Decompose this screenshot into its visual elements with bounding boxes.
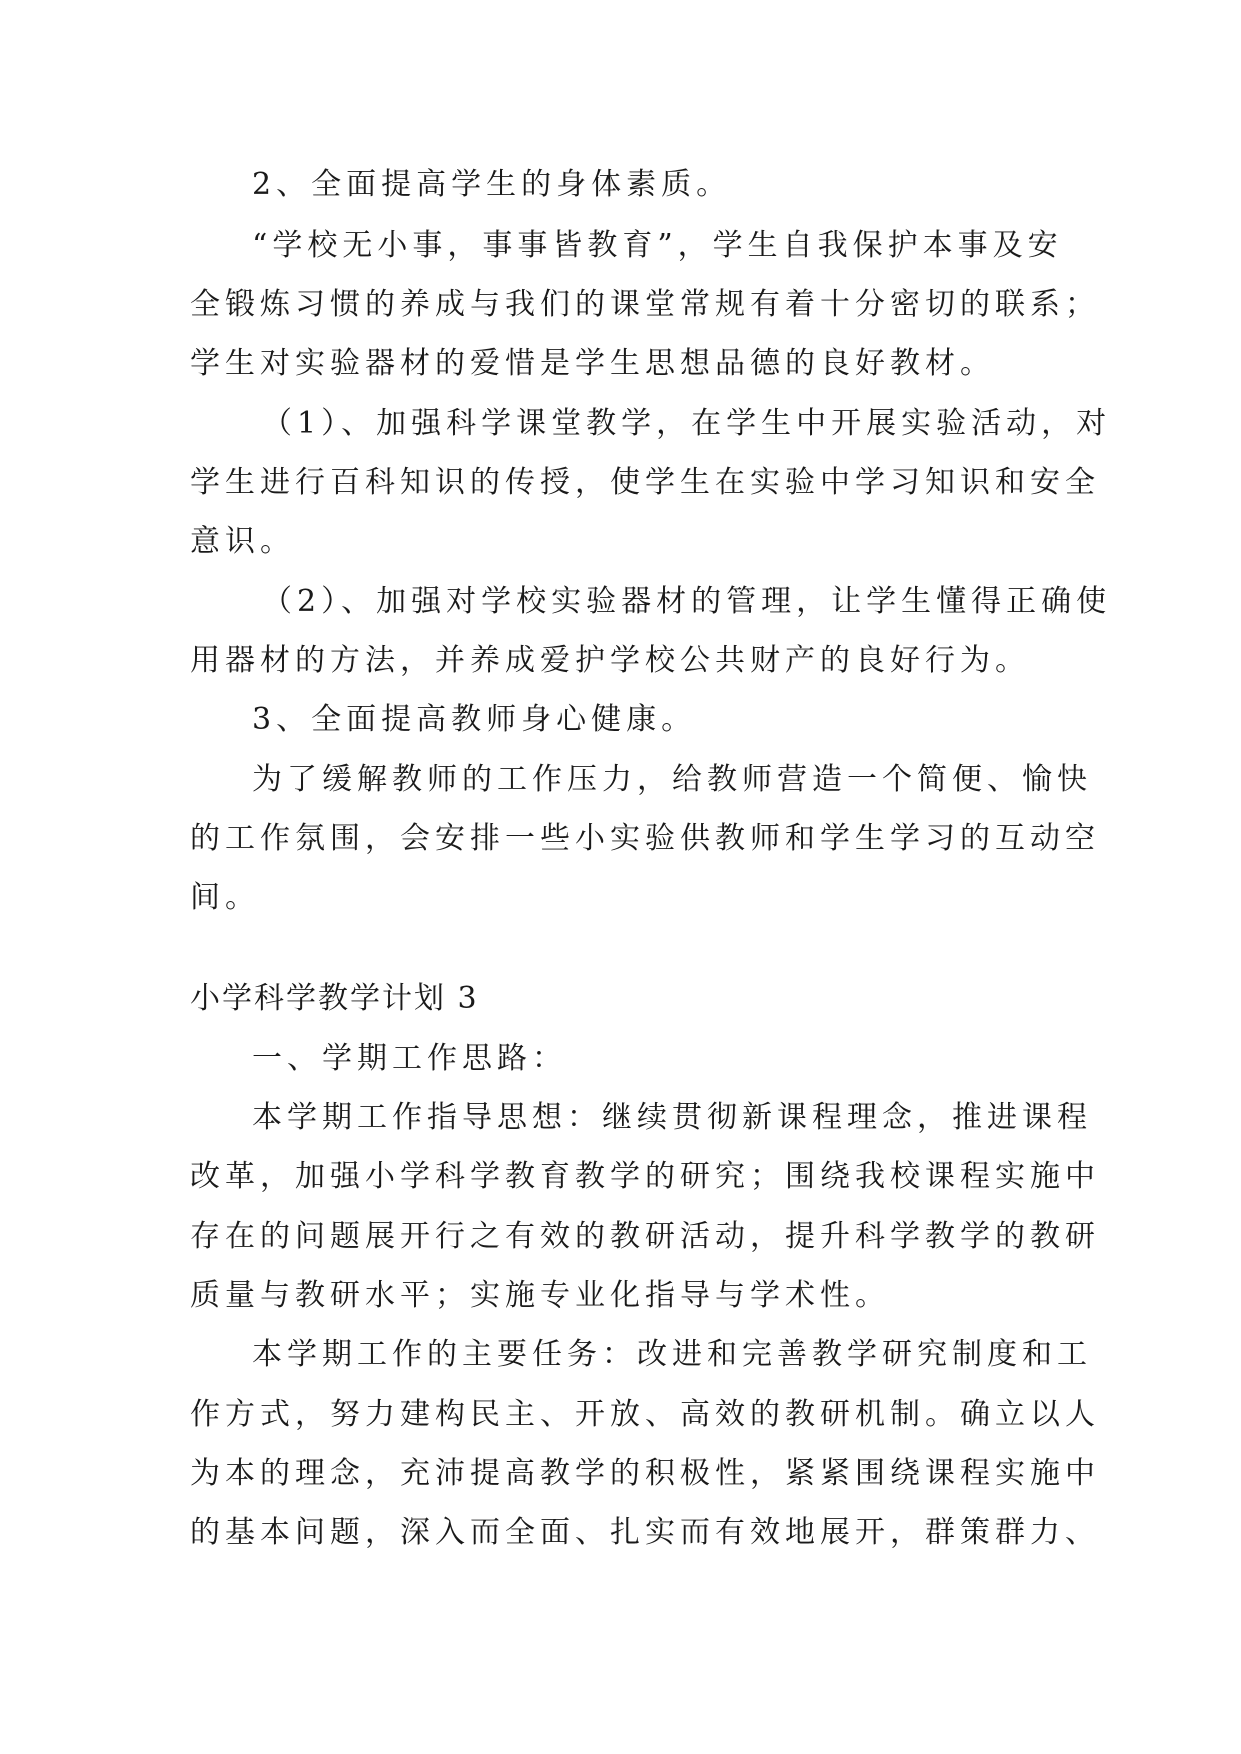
paragraph-line: 用器材的方法，并养成爱护学校公共财产的良好行为。 [190, 643, 1030, 678]
paragraph-line: 的基本问题，深入而全面、扎实而有效地展开，群策群力、 [190, 1515, 1100, 1550]
paragraph-line: 为了缓解教师的工作压力，给教师营造一个简便、愉快 [252, 762, 1092, 797]
paragraph-line: 意识。 [190, 524, 295, 559]
paragraph-line: 质量与教研水平；实施专业化指导与学术性。 [190, 1278, 890, 1313]
paragraph-line: 存在的问题展开行之有效的教研活动，提升科学教学的教研 [190, 1219, 1100, 1254]
paragraph-line: 作方式，努力建构民主、开放、高效的教研机制。确立以人 [190, 1397, 1100, 1432]
paragraph-line: （1）、加强科学课堂教学，在学生中开展实验活动，对 [262, 406, 1112, 441]
paragraph-line: 改革，加强小学科学教育教学的研究；围绕我校课程实施中 [190, 1159, 1100, 1194]
list-item-heading: 一、学期工作思路： [252, 1041, 567, 1076]
list-item-heading: 2、全面提高学生的身体素质。 [252, 167, 732, 202]
paragraph-line: 间。 [190, 880, 260, 915]
paragraph-line: 全锻炼习惯的养成与我们的课堂常规有着十分密切的联系； [190, 287, 1100, 322]
paragraph-line: 学生对实验器材的爱惜是学生思想品德的良好教材。 [190, 346, 995, 381]
list-item-heading: 3、全面提高教师身心健康。 [252, 702, 697, 737]
section-title: 小学科学教学计划 3 [190, 981, 479, 1016]
paragraph-line: 学生进行百科知识的传授，使学生在实验中学习知识和安全 [190, 465, 1100, 500]
paragraph-line: “学校无小事，事事皆教育”，学生自我保护本事及安 [252, 228, 1063, 263]
paragraph-line: 为本的理念，充沛提高教学的积极性，紧紧围绕课程实施中 [190, 1456, 1100, 1491]
paragraph-line: 本学期工作指导思想：继续贯彻新课程理念，推进课程 [252, 1100, 1092, 1135]
paragraph-line: 的工作氛围，会安排一些小实验供教师和学生学习的互动空 [190, 821, 1100, 856]
paragraph-line: 本学期工作的主要任务：改进和完善教学研究制度和工 [252, 1337, 1092, 1372]
paragraph-line: （2）、加强对学校实验器材的管理，让学生懂得正确使 [262, 584, 1112, 619]
